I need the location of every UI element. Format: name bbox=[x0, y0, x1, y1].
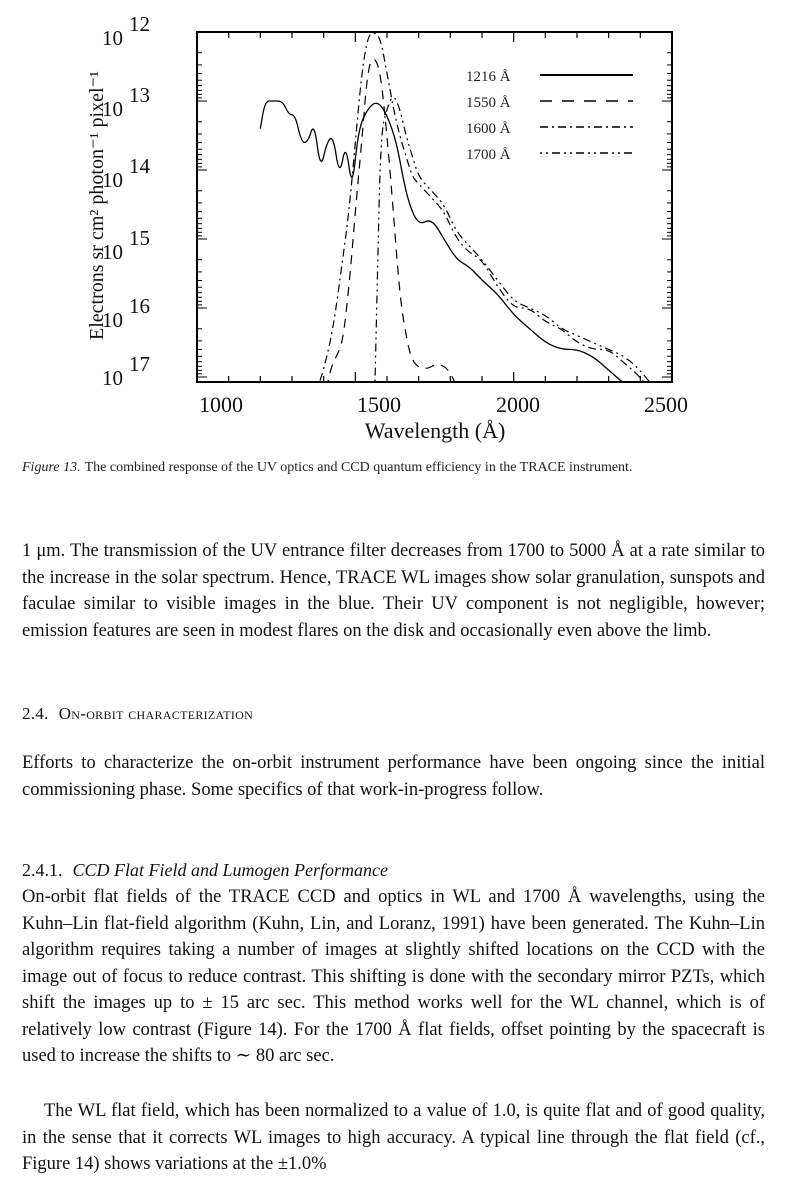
x-tick-label: 2000 bbox=[496, 392, 540, 417]
legend-item: 1216 Å bbox=[466, 68, 511, 85]
plot-frame bbox=[197, 32, 672, 382]
legend bbox=[466, 64, 538, 168]
legend-line-samples bbox=[540, 75, 633, 153]
y-tick-label: $10^{14}$ bbox=[102, 154, 150, 192]
subsection-heading: 2.4.1. CCD Flat Field and Lumogen Performance bbox=[22, 860, 388, 880]
y-tick-label: $10^{17}$ bbox=[102, 352, 150, 390]
paragraph-flat-fields: On-orbit flat fields of the TRACE CCD and optics in WL and 1700 Å wavelengths, using the Kuhn–Lin flat-field algorithm (Kuhn, Lin, and Loranz, 1991) have been generated. The Kuhn–Lin algorithm requires taking a number of images at slightly shifted locations on the CCD with the image out of focus to reduce contrast. This shifting is done with the secondary mirror PZTs, which shift the images up to ± 15 arc sec. This method works well for the WL channel, which is of relatively low contrast (Figure 14). For the 1700 Å flat fields, offset pointing by the spacecraft is used to increase the shifts to ∼ 80 arc sec. bbox=[22, 887, 765, 1066]
y-tick-label: $10^{13}$ bbox=[102, 83, 150, 121]
curves bbox=[260, 33, 656, 450]
paragraph-efforts: Efforts to characterize the on-orbit instrument performance have been ongoing since the initial commissioning phase. Some specifics of that work-in-progress follow. bbox=[22, 753, 765, 800]
curve-1550 bbox=[324, 59, 489, 450]
caption-label: Figure 13. bbox=[22, 460, 81, 475]
x-tick-label: 1000 bbox=[199, 392, 243, 417]
caption-text: The combined response of the UV optics and CCD quantum efficiency in the TRACE instrument. bbox=[84, 460, 633, 475]
y-axis-label: Electrons sr cm² photon⁻¹ pixel⁻¹ bbox=[86, 70, 108, 340]
y-tick-label: $10^{15}$ bbox=[102, 226, 150, 264]
y-tick-label: $10^{12}$ bbox=[102, 12, 150, 50]
figure-caption bbox=[22, 458, 767, 478]
legend-item: 1600 Å bbox=[466, 120, 511, 137]
curve-1216 bbox=[260, 101, 640, 398]
paragraph-wl-flat-field: The WL flat field, which has been normalized to a value of 1.0, is quite flat and of good quality, in the sense that it corrects WL images to high accuracy. A typical line through the flat field (cf., Figure 14) shows variations at the ±1.0% bbox=[22, 1101, 765, 1174]
x-tick-label: 2500 bbox=[644, 392, 688, 417]
section-heading: 2.4. On-orbit characterization bbox=[22, 704, 254, 723]
legend-item: 1550 Å bbox=[466, 94, 511, 111]
paragraph-uv-filter: 1 μm. The transmission of the UV entrance filter decreases from 1700 to 5000 Å at a rate similar to the increase in the solar spectrum. Hence, TRACE WL images show solar granulation, sunspots and faculae similar to visible images in the blue. Their UV component is not negligible, however; emission features are seen in modest flares on the disk and occasionally even above the limb. bbox=[22, 541, 765, 641]
x-axis-label: Wavelength (Å) bbox=[364, 418, 506, 443]
axis-ticks bbox=[197, 32, 672, 382]
figure-13 bbox=[0, 0, 800, 450]
y-tick-label: $10^{16}$ bbox=[102, 294, 150, 332]
x-tick-label: 1500 bbox=[357, 392, 401, 417]
legend-item: 1700 Å bbox=[466, 146, 511, 163]
